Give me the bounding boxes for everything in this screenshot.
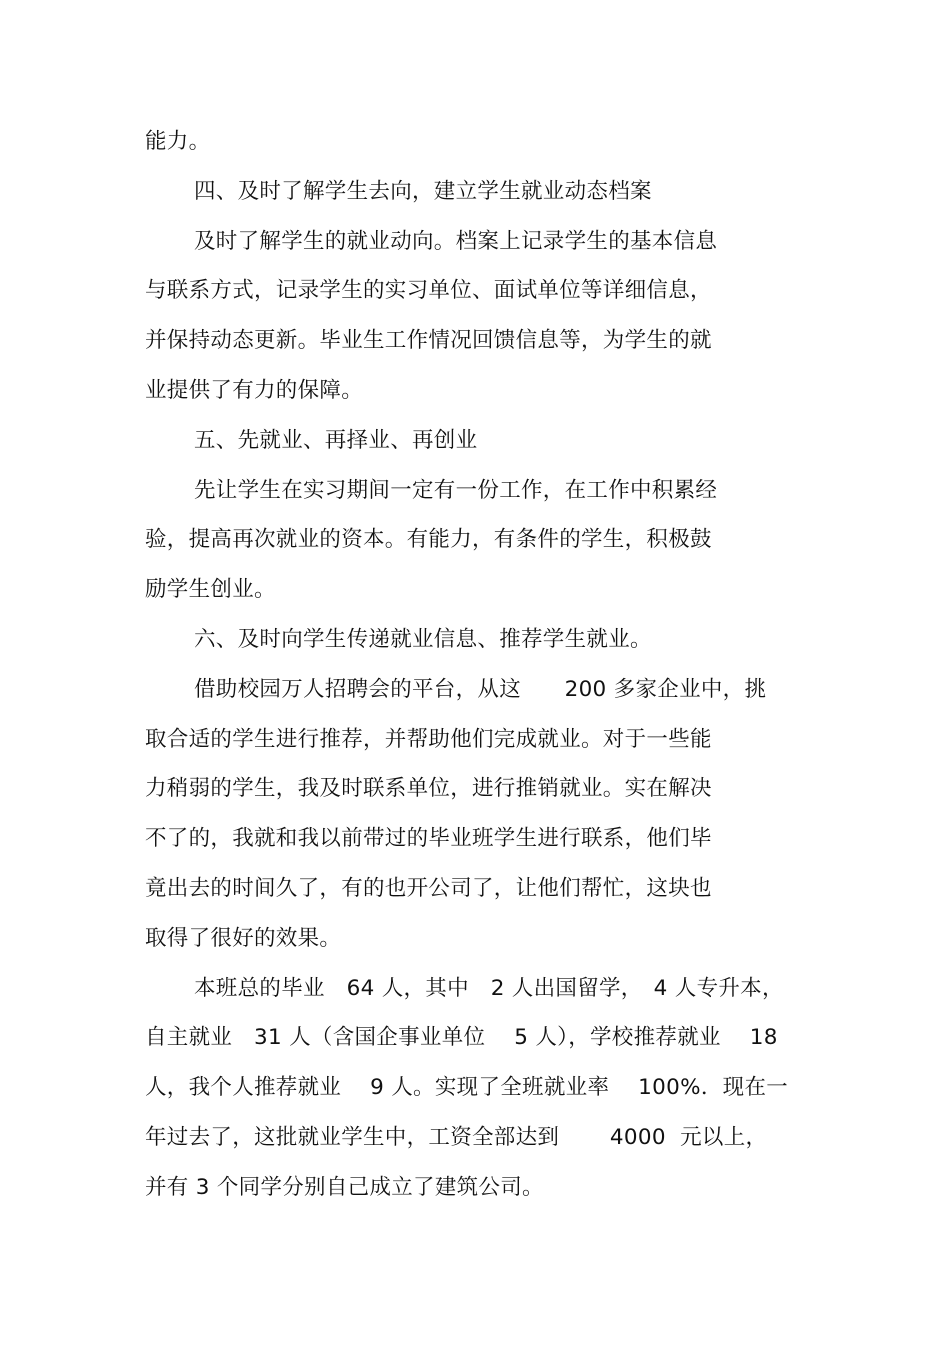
section-heading: 六、及时向学生传递就业信息、推荐学生就业。: [194, 627, 652, 652]
paragraph-line: 人，我个人推荐就业 9 人。实现了全班就业率 100%．现在一: [145, 1075, 789, 1100]
paragraph-line: 本班总的毕业 64 人，其中 2 人出国留学， 4 人专升本，: [194, 976, 784, 1001]
paragraph-line: 借助校园万人招聘会的平台，从这 200 多家企业中，挑: [194, 677, 767, 702]
paragraph-line: 励学生创业。: [145, 577, 276, 602]
paragraph-line: 取得了很好的效果。: [145, 926, 342, 951]
paragraph-line: 并有 3 个同学分别自己成立了建筑公司。: [145, 1175, 544, 1200]
paragraph-line: 及时了解学生的就业动向。档案上记录学生的基本信息: [194, 229, 718, 254]
paragraph-line: 验，提高再次就业的资本。有能力，有条件的学生，积极鼓: [145, 527, 712, 552]
paragraph-line: 竟出去的时间久了，有的也开公司了，让他们帮忙，这块也: [145, 876, 712, 901]
section-heading: 四、及时了解学生去向，建立学生就业动态档案: [194, 179, 652, 204]
paragraph-line: 自主就业 31 人（含国企事业单位 5 人），学校推荐就业 18: [145, 1025, 778, 1050]
paragraph-line: 业提供了有力的保障。: [145, 378, 364, 403]
paragraph-line: 年过去了，这批就业学生中，工资全部达到 4000 元以上，: [145, 1125, 768, 1150]
paragraph-line: 力稍弱的学生，我及时联系单位，进行推销就业。实在解决: [145, 776, 712, 801]
paragraph-line: 并保持动态更新。毕业生工作情况回馈信息等，为学生的就: [145, 328, 712, 353]
paragraph-line: 取合适的学生进行推荐，并帮助他们完成就业。对于一些能: [145, 727, 712, 752]
section-heading: 五、先就业、再择业、再创业: [194, 428, 478, 453]
paragraph-line: 先让学生在实习期间一定有一份工作，在工作中积累经: [194, 478, 718, 503]
paragraph-line: 不了的，我就和我以前带过的毕业班学生进行联系，他们毕: [145, 826, 712, 851]
paragraph-line: 能力。: [145, 129, 211, 154]
paragraph-line: 与联系方式，记录学生的实习单位、面试单位等详细信息，: [145, 278, 712, 303]
